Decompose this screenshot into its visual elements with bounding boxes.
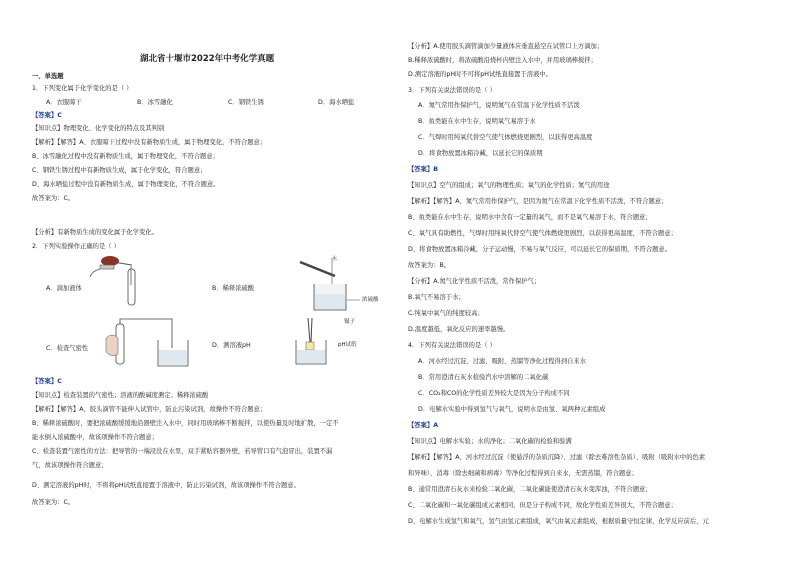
section-heading: 一、单选题 [32, 73, 64, 80]
q3-option-c: C．气焊时用纯氧代替空气使气体燃烧更剧烈，以获得更高温度 [418, 134, 593, 141]
q3-analysis: C.纯氧中氧气的纯度较高； [408, 310, 484, 317]
q3-stem: 3．下列有关说法错误的是（ ） [408, 87, 496, 94]
q2-line: 气，故该项操作符合题意； [32, 462, 108, 469]
q3-analysis: 【分析】A.氮气化学性质不活泼，常作保护气； [408, 278, 541, 285]
q4-line: B、通常用澄清石灰水来检验二氧化碳，二氧化碳能使澄清石灰水变浑浊，不符合题意； [408, 486, 652, 493]
fig-label-tweezers: 镊子 [344, 319, 356, 325]
q2-analysis-b: B.稀释浓硫酸时，将浓硫酸沿烧杯内壁注入水中，并用玻璃棒搅拌； [408, 57, 597, 64]
q1-line: 故答案为：C。 [32, 195, 75, 202]
q3-line: D、将食物放置冰箱冷藏，分子运动慢，不易与氧气反应，可以延长它的保质期，不符合题意。 [408, 246, 672, 253]
q1-line: C、钢铁生锈过程中有新物质生成，属于化学变化，符合题意； [32, 167, 207, 174]
q2-label-b: B．稀释浓硫酸 [212, 285, 255, 292]
q2-line: B、稀释浓硫酸时，要把浓硫酸缓缓地沿器壁注入水中，同时用玻璃棒不断搅拌，以使热量及时地扩散，一定不 [32, 420, 339, 427]
figure-c-gas-check [102, 318, 197, 368]
q2-line: 能水倒入浓硫酸中，故该项操作不符合题意； [32, 434, 158, 441]
q1-analysis: 【分析】有新物质生成的变化属于化学变化。 [32, 229, 158, 236]
q1-point: 【知识点】物理变化、化学变化的特点及其判别 [32, 125, 165, 132]
q3-line: B、鱼类能在水中生存，说明水中含有一定量的氧气，而不是氧气易溶于水，符合题意； [408, 214, 652, 221]
q3-analysis: D.温度越低，氧化反应的速率越慢。 [408, 326, 510, 333]
q2-point: 【知识点】检查装置的气密性；溶液的酸碱度测定；稀释浓硫酸 [32, 392, 209, 399]
q2-analysis-d: D.测定溶液的pH时不可将pH试纸直接置于溶液中。 [408, 71, 552, 78]
q2-stem: 2．下列实验操作正确的是（ ） [32, 243, 120, 250]
q3-line: 【解析】【解答】A、氮气常用作保护气，是因为氮气在常温下化学性质不活泼，不符合题意； [408, 198, 668, 205]
q2-answer: 【答案】C [32, 378, 62, 385]
q4-line: 【解析】【解答】A、河水经过沉淀（使悬浮的杂质沉降）、过滤（除去难溶性杂质）、吸附（吸附水中的色素 [408, 454, 706, 461]
q1-option-d: D．海水晒盐 [318, 99, 355, 106]
q3-point: 【知识点】空气的组成；氧气的物理性质；氧气的化学性质；氮气的用途 [408, 182, 610, 189]
fig-label-acid: 浓硫酸 [362, 297, 379, 303]
figure-b-dilution [280, 254, 375, 314]
q2-line: 故答案为：C。 [32, 499, 75, 506]
page-title: 湖北省十堰市2022年中考化学真题 [140, 54, 275, 64]
q2-analysis-a: 【分析】A.使用胶头滴管滴加少量液体应垂直悬空在试管口上方滴加； [408, 43, 604, 50]
q2-line: C、检查装置气密性的方法：把导管的一端浸没在水里，双手紧贴容器外壁，若导管口有气泡冒出，装置不漏 [32, 448, 333, 455]
q4-option-a: A．河水经过沉淀、过滤、吸附、蒸馏等净化过程得到自来水 [418, 358, 587, 365]
q4-option-d: D．电解水实验中得到氢气与氧气，说明水是由氢、氧两种元素组成 [418, 406, 606, 413]
q3-option-d: D．将食物放置冰箱冷藏，以延长它的保质期 [418, 150, 543, 157]
q4-option-c: C．CO₂和CO的化学性质差异较大是因为分子构成不同 [418, 390, 570, 397]
q1-option-a: A．衣服晾干 [46, 99, 82, 106]
q2-label-c: C．检查气密性 [46, 345, 89, 352]
q3-line: 故答案为：B。 [408, 262, 451, 269]
q4-answer: 【答案】A [408, 422, 439, 429]
q3-answer: 【答案】B [408, 166, 438, 173]
q4-option-b: B．常用澄清石灰水检验汽水中溶解的二氧化碳 [418, 374, 549, 381]
q4-line: 和异味）、消毒（除去细菌和病毒）等净化过程得到自来水，无需蒸馏，符合题意； [408, 470, 638, 477]
q3-option-b: B．鱼类能在水中生存，说明氧气易溶于水 [418, 118, 536, 125]
q3-option-a: A．氮气常用作保护气，说明氮气在常温下化学性质不活泼 [418, 102, 580, 109]
q2-label-d: D．测溶液pH [212, 342, 251, 349]
q2-line: D、测定溶液的pH时，不将将pH试纸直接置于溶液中，防止污染试剂，故该项操作不符合题意。 [32, 482, 300, 489]
q2-line: 【解析】【解答】A、胶头滴管不能伸入试管中，防止污染试剂，故操作不符合题意； [32, 406, 267, 413]
q3-line: C、氧气具有助燃性，气焊时用纯氧代替空气使气体燃烧更剧烈，以获得更高温度，不符合题意； [408, 230, 677, 237]
q2-label-a: A．滴加液体 [46, 285, 82, 292]
q4-point: 【知识点】电解水实验；水的净化；二氧化碳的检验和验满 [408, 438, 572, 445]
fig-label-paper: pH试纸 [338, 342, 357, 348]
q1-stem: 1．下列变化属于化学变化的是（ ） [32, 85, 133, 92]
q1-line: D、海水晒盐过程中没有新物质生成，属于物理变化，不符合题意。 [32, 181, 220, 188]
q4-line: D、电解水生成氢气和氧气，氢气由氢元素组成，氧气由氧元素组成，根据质量守恒定律，化学反应前后，元 [408, 518, 709, 525]
q4-stem: 4．下列有关说法错误的是（ ） [408, 342, 496, 349]
q4-line: C、二氧化碳和一氧化碳组成元素相同，但是分子构成不同，故化学性质差异很大，不符合题意； [408, 502, 677, 509]
q3-analysis: B.氧气不易溶于水； [408, 294, 465, 301]
figure-a-dropper [80, 255, 150, 310]
q1-line: B、冰雪融化过程中没有新物质生成，属于物理变化，不符合题意； [32, 153, 219, 160]
q1-option-b: B．冰雪融化 [137, 99, 173, 106]
q1-answer: 【答案】C [32, 112, 62, 119]
q1-option-c: C．钢铁生锈 [228, 99, 264, 106]
q1-line: 【解析】【解答】A、衣服晾干过程中没有新物质生成，属于物理变化，不符合题意； [32, 139, 267, 146]
fig-label-water: 水 [332, 256, 338, 262]
